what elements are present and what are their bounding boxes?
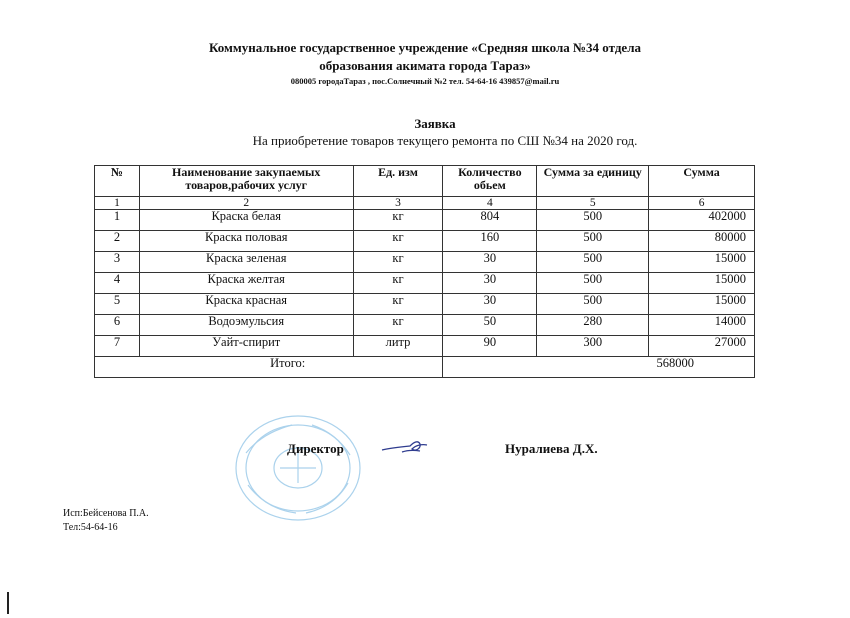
cell-unit: кг [353,315,443,336]
cell-qty: 30 [443,252,537,273]
cell-num: 2 [95,231,140,252]
table-row [95,336,755,357]
cell-num: 7 [95,336,140,357]
header-num: № [95,166,140,197]
table-row [95,252,755,273]
cell-num: 6 [95,315,140,336]
cell-num: 3 [95,252,140,273]
cell-sum: 15000 [649,294,755,315]
cell-unit: кг [353,231,443,252]
cell-unit: литр [353,336,443,357]
cell-qty: 30 [443,294,537,315]
director-label: Директор [287,441,344,456]
table-row [95,315,755,336]
cell-sum: 402000 [649,210,755,231]
table-row [95,210,755,231]
cell-name: Краска желтая [139,273,353,294]
column-number: 2 [139,197,353,210]
cell-name: Уайт-спирит [139,336,353,357]
cell-qty: 50 [443,315,537,336]
cell-unit-price: 500 [537,294,649,315]
institution-address: 080005 городаТараз , пос.Солнечный №2 тел. 54-64-16 439857@mail.ru [290,76,560,86]
header-qty: Количество обьем [443,166,537,197]
director-name: Нуралиева Д.Х. [505,441,598,456]
cell-name: Краска красная [139,294,353,315]
cell-num: 1 [95,210,140,231]
table-header-row [95,166,755,197]
cell-unit-price: 280 [537,315,649,336]
column-number-row [95,197,755,210]
total-row [95,357,755,378]
cell-num: 5 [95,294,140,315]
column-number: 6 [649,197,755,210]
table-row [95,273,755,294]
total-value: 568000 [443,357,755,378]
cell-qty: 804 [443,210,537,231]
cell-name: Краска зеленая [139,252,353,273]
cell-unit: кг [353,252,443,273]
header-sum: Сумма [649,166,755,197]
cell-sum: 14000 [649,315,755,336]
request-table [94,165,755,378]
column-number: 1 [95,197,140,210]
document-subtitle: На приобретение товаров текущего ремонта по СШ №34 на 2020 год. [252,133,638,148]
cell-sum: 15000 [649,252,755,273]
cell-sum: 27000 [649,336,755,357]
cell-unit: кг [353,210,443,231]
cell-unit-price: 500 [537,273,649,294]
column-number: 3 [353,197,443,210]
cell-name: Краска половая [139,231,353,252]
header-unit-price: Сумма за единицу [537,166,649,197]
cell-unit: кг [353,273,443,294]
institution-name-line2: образования акимата города Тараз» [319,58,531,73]
total-label: Итого: [95,357,443,378]
document-title: Заявка [414,116,456,131]
executor-name: Исп:Бейсенова П.А. [63,508,149,519]
executor-phone: Тел:54-64-16 [63,522,118,533]
official-stamp [232,413,364,523]
cell-sum: 80000 [649,231,755,252]
cell-unit: кг [353,294,443,315]
cell-unit-price: 500 [537,231,649,252]
cell-name: Водоэмульсия [139,315,353,336]
column-number: 4 [443,197,537,210]
cell-unit-price: 300 [537,336,649,357]
scan-edge-mark [7,592,9,614]
table-row [95,231,755,252]
header-unit: Ед. изм [353,166,443,197]
institution-name-line1: Коммунальное государственное учреждение «Средняя школа №34 отдела [208,40,641,55]
cell-sum: 15000 [649,273,755,294]
cell-qty: 90 [443,336,537,357]
cell-qty: 160 [443,231,537,252]
cell-num: 4 [95,273,140,294]
cell-name: Краска белая [139,210,353,231]
header-name: Наименование закупаемых товаров,рабочих услуг [139,166,353,197]
cell-qty: 30 [443,273,537,294]
column-number: 5 [537,197,649,210]
director-signature [380,436,430,458]
cell-unit-price: 500 [537,252,649,273]
table-row [95,294,755,315]
cell-unit-price: 500 [537,210,649,231]
